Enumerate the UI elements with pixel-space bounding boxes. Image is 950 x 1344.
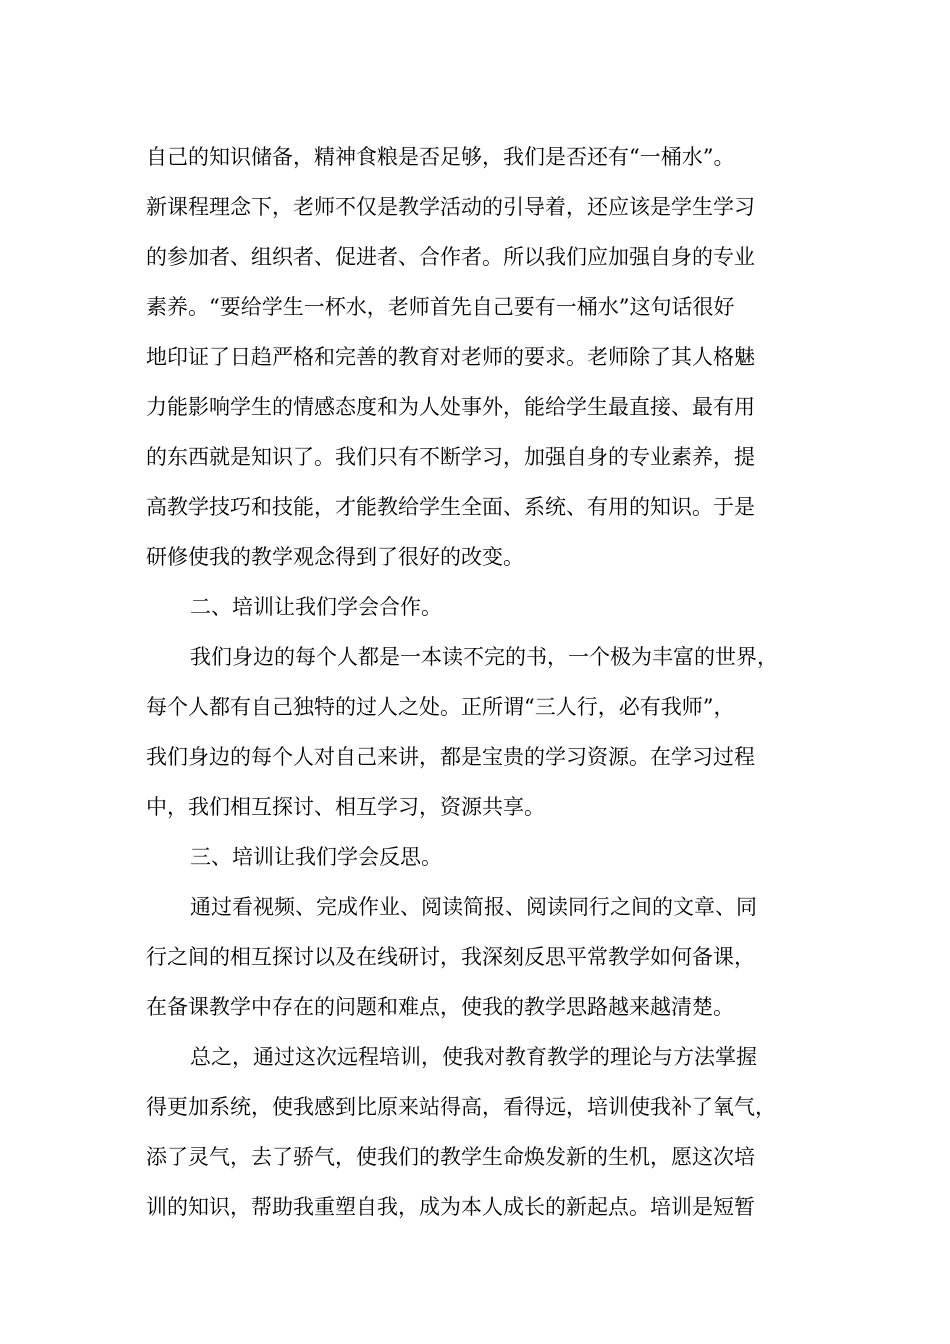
section-heading: 二、培训让我们学会合作。 [190, 595, 442, 619]
text-line: 每个人都有自己独特的过人之处。正所谓“三人行，必有我师”， [146, 695, 735, 719]
text-line: 我们身边的每个人对自己来讲，都是宝贵的学习资源。在学习过程 [146, 745, 755, 769]
text-line: 研修使我的教学观念得到了很好的改变。 [146, 545, 524, 569]
text-line: 的参加者、组织者、促进者、合作者。所以我们应加强自身的专业 [146, 245, 755, 269]
text-line: 训的知识，帮助我重塑自我，成为本人成长的新起点。培训是短暂 [146, 1195, 755, 1219]
text-line: 在备课教学中存在的问题和难点，使我的教学思路越来越清楚。 [146, 995, 734, 1019]
text-line: 添了灵气，去了骄气，使我们的教学生命焕发新的生机，愿这次培 [146, 1145, 755, 1169]
text-line: 行之间的相互探讨以及在线研讨，我深刻反思平常教学如何备课， [146, 945, 755, 969]
section-heading: 三、培训让我们学会反思。 [190, 845, 442, 869]
text-line: 新课程理念下，老师不仅是教学活动的引导着，还应该是学生学习 [146, 195, 755, 219]
text-line: 我们身边的每个人都是一本读不完的书，一个极为丰富的世界， [190, 645, 778, 669]
text-line: 的东西就是知识了。我们只有不断学习，加强自身的专业素养，提 [146, 445, 755, 469]
text-line: 素养。“要给学生一杯水，老师首先自己要有一桶水”这句话很好 [146, 295, 735, 319]
body-text [146, 132, 808, 1232]
text-line: 得更加系统，使我感到比原来站得高，看得远，培训使我补了氧气， [146, 1095, 776, 1119]
text-line: 中，我们相互探讨、相互学习，资源共享。 [146, 795, 545, 819]
text-line: 通过看视频、完成作业、阅读简报、阅读同行之间的文章、同 [190, 895, 757, 919]
text-line: 地印证了日趋严格和完善的教育对老师的要求。老师除了其人格魅 [146, 345, 755, 369]
text-line: 自己的知识储备，精神食粮是否足够，我们是否还有“一桶水”。 [146, 145, 735, 169]
text-line: 力能影响学生的情感态度和为人处事外，能给学生最直接、最有用 [146, 395, 755, 419]
text-line: 高教学技巧和技能，才能教给学生全面、系统、有用的知识。于是 [146, 495, 755, 519]
text-line: 总之，通过这次远程培训，使我对教育教学的理论与方法掌握 [190, 1045, 757, 1069]
